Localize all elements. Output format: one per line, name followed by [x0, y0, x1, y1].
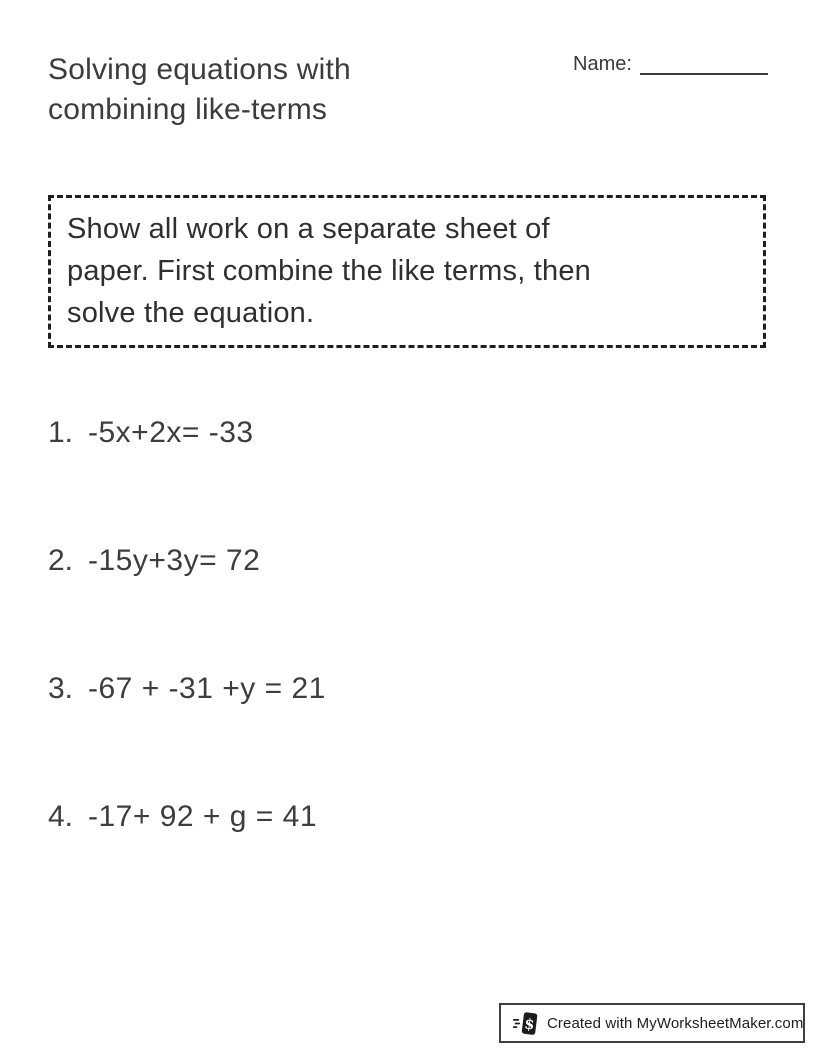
instructions-box: [48, 195, 766, 348]
problem-number: 1.: [48, 416, 74, 449]
problem-row-2: [48, 542, 260, 580]
problem-equation: -5x+2x= -33: [88, 416, 254, 449]
page-title-line-2: combining like-terms: [48, 93, 328, 126]
problem-row-4: [48, 798, 317, 836]
footer-credit-box: [499, 1003, 805, 1043]
problem-equation: -17+ 92 + g = 41: [88, 800, 318, 833]
problem-row-1: [48, 414, 254, 452]
page-title-line-1: Solving equations with: [48, 53, 351, 86]
svg-text:$: $: [523, 1014, 536, 1033]
instruction-line-1: Show all work on a separate sheet of: [67, 213, 550, 245]
instruction-line-2: paper. First combine the like terms, then: [67, 255, 591, 287]
footer-credit-text: Created with MyWorksheetMaker.com: [547, 1014, 804, 1032]
name-blank-line: [640, 73, 768, 75]
problem-number: 2.: [48, 544, 74, 577]
page-title: [48, 50, 351, 130]
problem-equation: -67 + -31 +y = 21: [88, 672, 326, 705]
problem-number: 3.: [48, 672, 74, 705]
worksheetmaker-logo-icon: [512, 1010, 539, 1037]
name-label: Name:: [573, 53, 632, 75]
problem-equation: -15y+3y= 72: [88, 544, 261, 577]
instruction-line-3: solve the equation.: [67, 297, 315, 329]
problem-row-3: [48, 670, 326, 708]
problem-number: 4.: [48, 800, 74, 833]
name-field: [573, 52, 768, 76]
